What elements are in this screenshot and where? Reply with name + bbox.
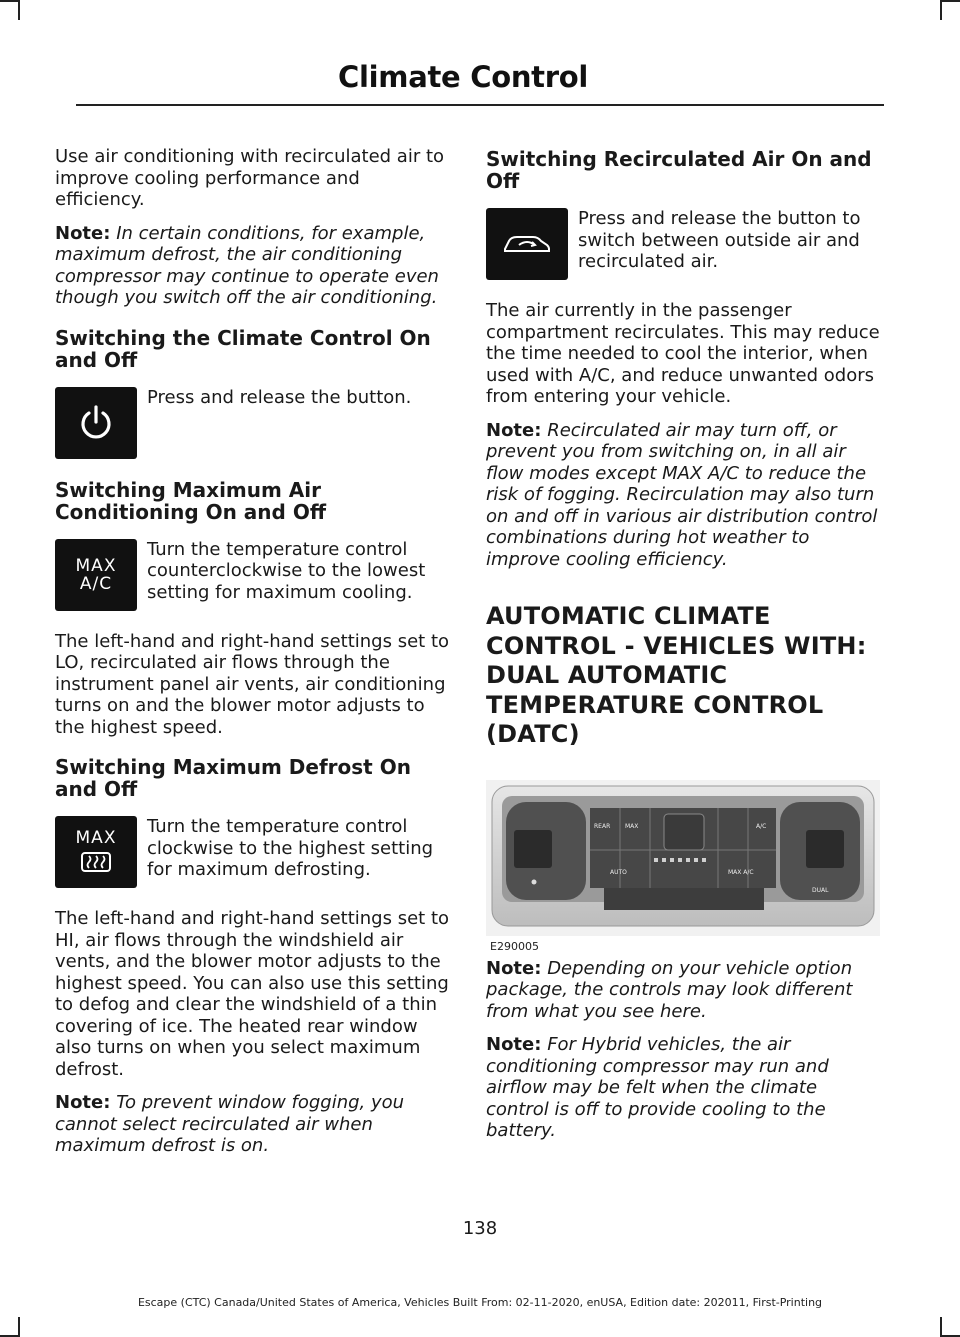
note xyxy=(55,223,449,309)
max-ac-icon-line2: A/C xyxy=(79,573,113,594)
note-text: To prevent window fogging, you cannot select recirculated air when maximum defrost is on. xyxy=(55,1092,405,1156)
page-title: Climate Control xyxy=(338,60,588,94)
recirc-instruction: Press and release the button to switch between outside air and recirculated air. xyxy=(578,208,861,272)
header-divider xyxy=(76,104,884,106)
paragraph: Use air conditioning with recirculated air to improve cooling performance and efficiency. xyxy=(55,146,445,210)
panel-label-ac: A/C xyxy=(756,822,767,830)
note-text: In certain conditions, for example, maximum defrost, the air conditioning compressor may continue to operate even though you switch off the air conditioning. xyxy=(55,222,439,308)
paragraph: The left-hand and right-hand settings set to LO, recirculated air flows through the instrument panel air vents, air conditioning turns on and the blower motor adjusts to the highest speed. xyxy=(55,630,450,738)
section-heading: Switching Maximum Air Conditioning On and Off xyxy=(55,477,327,524)
note-label: Note: xyxy=(486,419,542,441)
maxac-instruction: Turn the temperature control counterclockwise to the lowest setting for maximum cooling. xyxy=(147,538,426,603)
recirc-row xyxy=(486,208,880,280)
panel-label-dual: DUAL xyxy=(812,886,829,894)
note xyxy=(486,420,880,571)
page-number: 138 xyxy=(462,1218,498,1239)
paragraph: The left-hand and right-hand settings set to HI, air flows through the windshield air vents, and the blower motor adjusts to the highest speed. You can also use this setting to defog and clear the windshield of a thin covering of ice. The heated rear window also turns on when you select maximum defrost. xyxy=(55,908,450,1080)
crop-mark xyxy=(940,0,942,20)
note-text: Depending on your vehicle option package, the controls may look different from what you see here. xyxy=(486,957,853,1022)
maxac-row xyxy=(55,539,449,611)
power-icon xyxy=(55,387,137,459)
note-text: For Hybrid vehicles, the air conditioning compressor may run and airflow may be felt when the climate control is off to provide cooling to the battery. xyxy=(486,1034,829,1141)
onoff-instruction: Press and release the button. xyxy=(147,386,412,408)
note xyxy=(486,1034,880,1142)
panel-label-auto: AUTO xyxy=(610,868,627,876)
note xyxy=(55,1092,449,1157)
note-text: Recirculated air may turn off, or prevent you from switching on, in all air flow modes except MAX A/C to reduce the risk of fogging. Recirculation may also turn on and off in various air distribution control combinations during hot weather to improve cooling efficiency. xyxy=(486,419,878,570)
crop-mark xyxy=(0,0,18,2)
rear-defrost-symbol xyxy=(76,847,116,875)
section-heading: Switching Recirculated Air On and Off xyxy=(486,147,872,193)
left-column xyxy=(55,146,449,1169)
illustration-code: E290005 xyxy=(490,939,539,953)
climate-control-panel-illustration xyxy=(486,780,880,953)
maxdef-instruction: Turn the temperature control clockwise to the highest setting for maximum defrosting. xyxy=(147,816,434,880)
max-ac-icon-line1: MAX xyxy=(75,555,117,576)
note-label: Note: xyxy=(55,1092,111,1113)
crop-mark xyxy=(942,0,960,2)
edition-footer: Escape (CTC) Canada/United States of America, Vehicles Built From: 02-11-2020, enUSA, Edition date: 202011, First-Printing xyxy=(137,1296,823,1309)
note-label: Note: xyxy=(486,1034,542,1055)
crop-mark xyxy=(18,1317,20,1337)
note xyxy=(486,958,880,1023)
note-label: Note: xyxy=(486,957,542,979)
max-defrost-icon xyxy=(55,816,137,888)
max-ac-icon xyxy=(55,539,137,611)
paragraph: The air currently in the passenger compartment recirculates. This may reduce the time needed to cool the interior, when used with A/C, and reduce unwanted odors from entering your vehicle. xyxy=(486,300,880,407)
section-heading: Switching Maximum Defrost On and Off xyxy=(55,755,411,801)
section-heading: Switching the Climate Control On and Off xyxy=(55,325,431,372)
panel-label-max: MAX xyxy=(625,822,639,830)
right-column xyxy=(486,146,880,1154)
chapter-heading: AUTOMATIC CLIMATE CONTROL - VEHICLES WITH: DUAL AUTOMATIC TEMPERATURE CONTROL (DATC) xyxy=(486,602,867,748)
panel-label-rear: REAR xyxy=(594,822,611,830)
max-defrost-icon-line1: MAX xyxy=(75,828,117,848)
note-label: Note: xyxy=(55,222,111,244)
recirculation-icon xyxy=(486,208,568,280)
onoff-row xyxy=(55,387,449,459)
crop-mark xyxy=(18,0,20,20)
panel-label-maxac: MAX A/C xyxy=(728,868,754,876)
maxdef-row xyxy=(55,816,449,888)
crop-mark xyxy=(940,1317,942,1337)
